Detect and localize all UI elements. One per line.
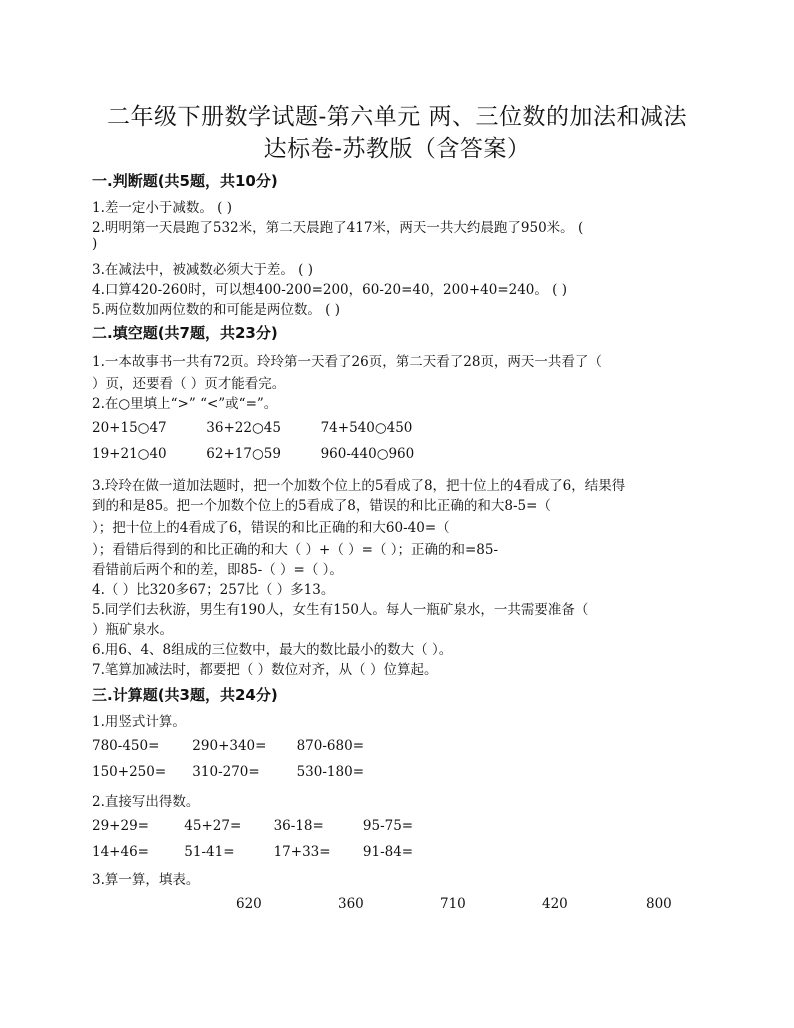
judgement-question-3: 3.在减法中，被减数必须大于差。 ( ) [92,262,313,278]
table-number: 800 [646,896,672,912]
calc-item: 290+340= [192,738,267,754]
compare-row-2 [92,446,414,462]
vertical-calc-row-2 [92,764,364,780]
calc-question-3: 3.算一算，填表。 [92,872,200,888]
calc-item: 14+46= [92,844,149,860]
direct-calc-row-1 [92,818,413,834]
calc-item: 51-41= [184,844,235,860]
fill-question-3-line-4: ）；看错后得到的和比正确的和大（ ）+（ ）=（ ）；正确的和=85- [92,542,499,558]
fill-question-4: 4.（ ）比320多67；257比（ ）多13。 [92,582,335,598]
calc-item: 150+250= [92,764,167,780]
section-heading-judgement: 一.判断题(共5题，共10分) [92,172,278,190]
calc-item: 91-84= [362,844,414,860]
compare-item: 62+17○59 [206,446,281,462]
page-subtitle: 达标卷-苏教版（含答案） [263,136,531,162]
fill-question-3-line-1: 3.玲玲在做一道加法题时，把一个加数个位上的5看成了8，把十位上的4看成了6，结果得 [92,478,626,494]
calc-item: 530-180= [296,764,365,780]
fill-question-1-cont: ）页，还要看（ ）页才能看完。 [92,376,286,392]
compare-item: 36+22○45 [206,420,281,436]
fill-question-5: 5.同学们去秋游，男生有190人，女生有150人。每人一瓶矿泉水，一共需要准备（ [92,602,589,618]
judgement-question-5: 5.两位数加两位数的和可能是两位数。 ( ) [92,302,340,318]
judgement-question-2-cont: ) [92,236,98,252]
compare-row-1 [92,420,412,436]
compare-item: 960-440○960 [320,446,415,462]
calc-item: 870-680= [296,738,365,754]
page-title: 二年级下册数学试题-第六单元 两、三位数的加法和减法 [106,104,688,130]
calc-item: 36-18= [273,818,324,834]
fill-question-3-line-2: 到的和是85。把一个加数个位上的5看成了8，错误的和比正确的和大8-5=（ [92,498,551,514]
calc-item: 45+27= [184,818,242,834]
compare-item: 19+21○40 [92,446,167,462]
table-number: 710 [440,896,466,912]
table-number: 360 [338,896,364,912]
fill-question-6: 6.用6、4、8组成的三位数中，最大的数比最小的数大（ ）。 [92,642,453,658]
vertical-calc-row-1 [92,738,364,754]
judgement-question-4: 4.口算420-260时，可以想400-200=200，60-20=40，200+40=240。 ( ) [92,282,568,298]
fill-question-1: 1.一本故事书一共有72页。玲玲第一天看了26页，第二天看了28页，两天一共看了（ [92,354,602,370]
calc-item: 29+29= [92,818,149,834]
compare-item: 74+540○450 [320,420,413,436]
judgement-question-2: 2.明明第一天晨跑了532米，第二天晨跑了417米，两天一共大约晨跑了950米。 ( [92,220,584,236]
table-number: 620 [236,896,262,912]
fill-question-7: 7.笔算加减法时，都要把（ ）数位对齐，从（ ）位算起。 [92,662,438,678]
calc-item: 310-270= [192,764,260,780]
fill-question-3-line-3: ）；把十位上的4看成了6，错误的和比正确的和大60-40=（ [92,520,450,536]
compare-item: 20+15○47 [92,420,167,436]
calc-question-2: 2.直接写出得数。 [92,794,200,810]
calc-item: 17+33= [273,844,331,860]
fill-question-5-cont: ）瓶矿泉水。 [92,622,173,638]
table-number: 420 [542,896,568,912]
calc-item: 780-450= [92,738,160,754]
calc-question-1: 1.用竖式计算。 [92,714,186,730]
direct-calc-row-2 [92,844,413,860]
calc-item: 95-75= [362,818,414,834]
judgement-question-1: 1.差一定小于减数。 ( ) [92,200,232,216]
section-heading-fill-in: 二.填空题(共7题，共23分) [92,324,278,342]
fill-question-3-line-5: 看错前后两个和的差，即85-（ ）=（ ）。 [92,562,343,578]
section-heading-calculation: 三.计算题(共3题，共24分) [92,686,278,704]
fill-question-2: 2.在○里填上“>” “<”或“=”。 [92,396,278,412]
